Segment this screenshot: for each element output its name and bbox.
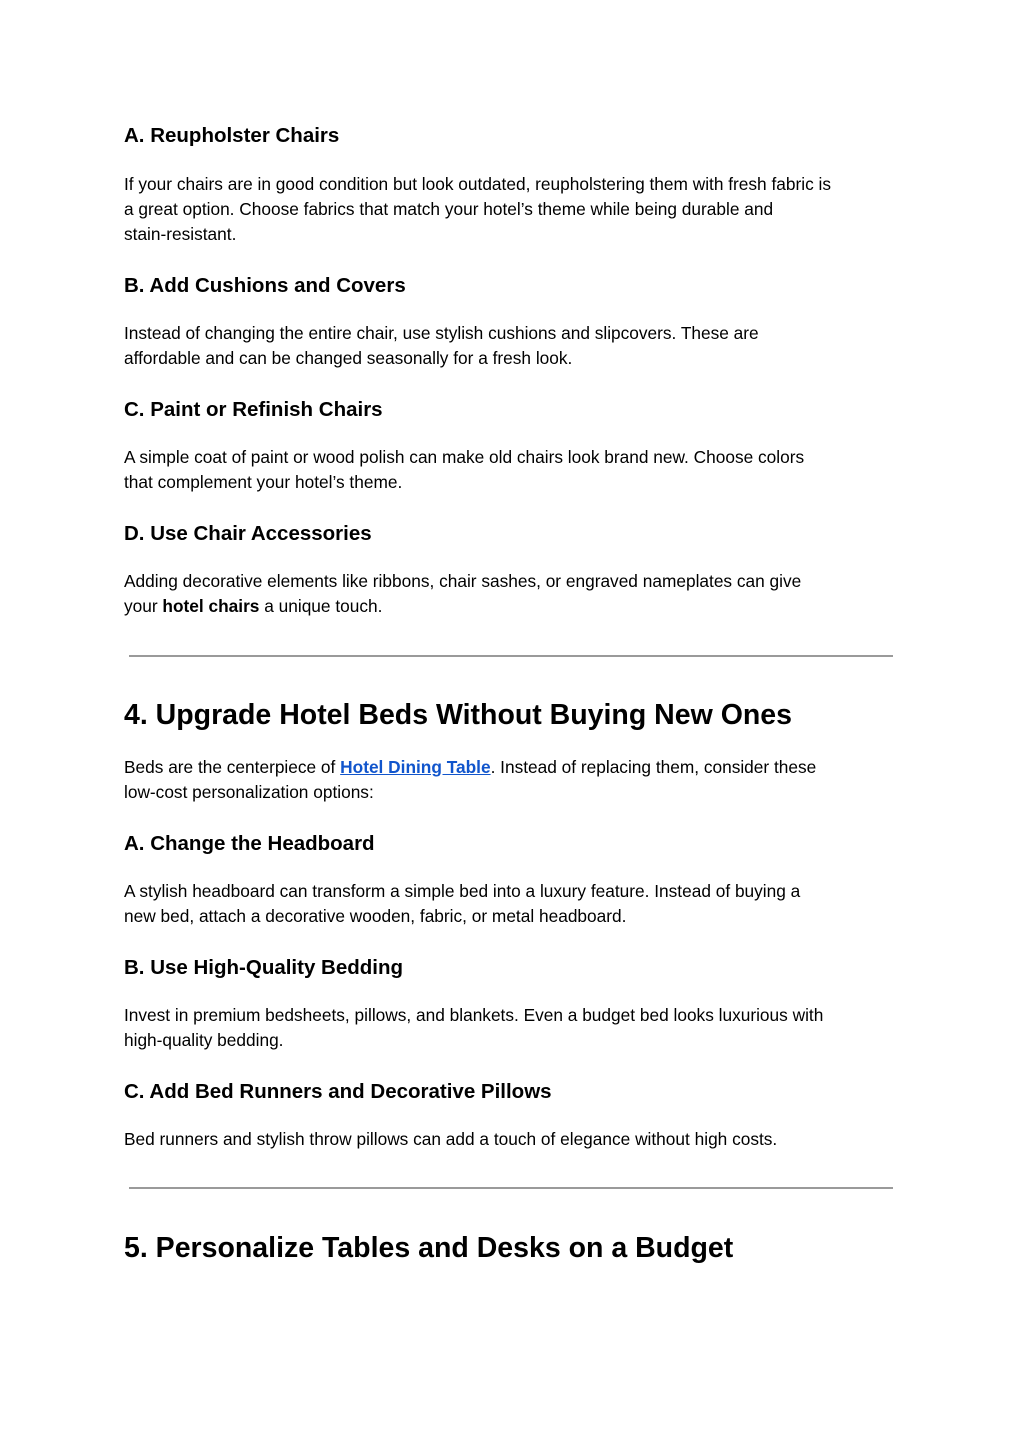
paragraph-line: A simple coat of paint or wood polish can make old chairs look brand new. Choose colors (124, 447, 805, 467)
paragraph-section4-intro (124, 755, 816, 805)
heading-use-chair-accessories: D. Use Chair Accessories (124, 522, 372, 545)
section-title-personalize-tables: 5. Personalize Tables and Desks on a Budget (124, 1232, 734, 1264)
bold-text-hotel-chairs: hotel chairs (162, 596, 260, 616)
paragraph-bed-runners-pillows (124, 1127, 777, 1152)
paragraph-line: Bed runners and stylish throw pillows can add a touch of elegance without high costs. (124, 1129, 778, 1149)
horizontal-divider (129, 655, 893, 657)
text-run: . Instead of replacing them, consider these (490, 757, 817, 777)
text-run: your (124, 596, 163, 616)
heading-paint-refinish-chairs: C. Paint or Refinish Chairs (124, 398, 383, 421)
paragraph-use-chair-accessories (124, 569, 801, 619)
paragraph-line: low-cost personalization options: (124, 782, 374, 802)
paragraph-line: a great option. Choose fabrics that match your hotel’s theme while being durable and (124, 199, 774, 219)
heading-high-quality-bedding: B. Use High-Quality Bedding (124, 956, 404, 979)
paragraph-line (124, 755, 816, 780)
paragraph-line: Instead of changing the entire chair, use stylish cushions and slipcovers. These are (124, 323, 759, 343)
paragraph-add-cushions-covers (124, 321, 759, 371)
paragraph-paint-refinish-chairs (124, 445, 804, 495)
paragraph-reupholster-chairs (124, 172, 831, 247)
paragraph-line: affordable and can be changed seasonally for a fresh look. (124, 348, 573, 368)
text-run: Beds are the centerpiece of (124, 757, 341, 777)
paragraph-line: stain-resistant. (124, 224, 237, 244)
paragraph-line (124, 594, 801, 619)
heading-bed-runners-pillows: C. Add Bed Runners and Decorative Pillows (124, 1080, 552, 1103)
paragraph-high-quality-bedding (124, 1003, 823, 1053)
paragraph-line: that complement your hotel’s theme. (124, 472, 403, 492)
heading-add-cushions-covers: B. Add Cushions and Covers (124, 274, 406, 297)
heading-reupholster-chairs: A. Reupholster Chairs (124, 124, 340, 147)
paragraph-line: Invest in premium bedsheets, pillows, and blankets. Even a budget bed looks luxurious with (124, 1005, 824, 1025)
hotel-dining-table-link[interactable]: Hotel Dining Table (340, 757, 491, 777)
section-title-upgrade-beds: 4. Upgrade Hotel Beds Without Buying New Ones (124, 699, 792, 731)
paragraph-line: A stylish headboard can transform a simple bed into a luxury feature. Instead of buying a (124, 881, 801, 901)
paragraph-line: high-quality bedding. (124, 1030, 284, 1050)
paragraph-change-headboard (124, 879, 800, 929)
paragraph-line: Adding decorative elements like ribbons, chair sashes, or engraved nameplates can give (124, 571, 802, 591)
paragraph-line: new bed, attach a decorative wooden, fabric, or metal headboard. (124, 906, 627, 926)
text-run: a unique touch. (259, 596, 383, 616)
paragraph-line: If your chairs are in good condition but look outdated, reupholstering them with fresh fabric is (124, 174, 832, 194)
horizontal-divider (129, 1187, 893, 1189)
heading-change-headboard: A. Change the Headboard (124, 832, 375, 855)
